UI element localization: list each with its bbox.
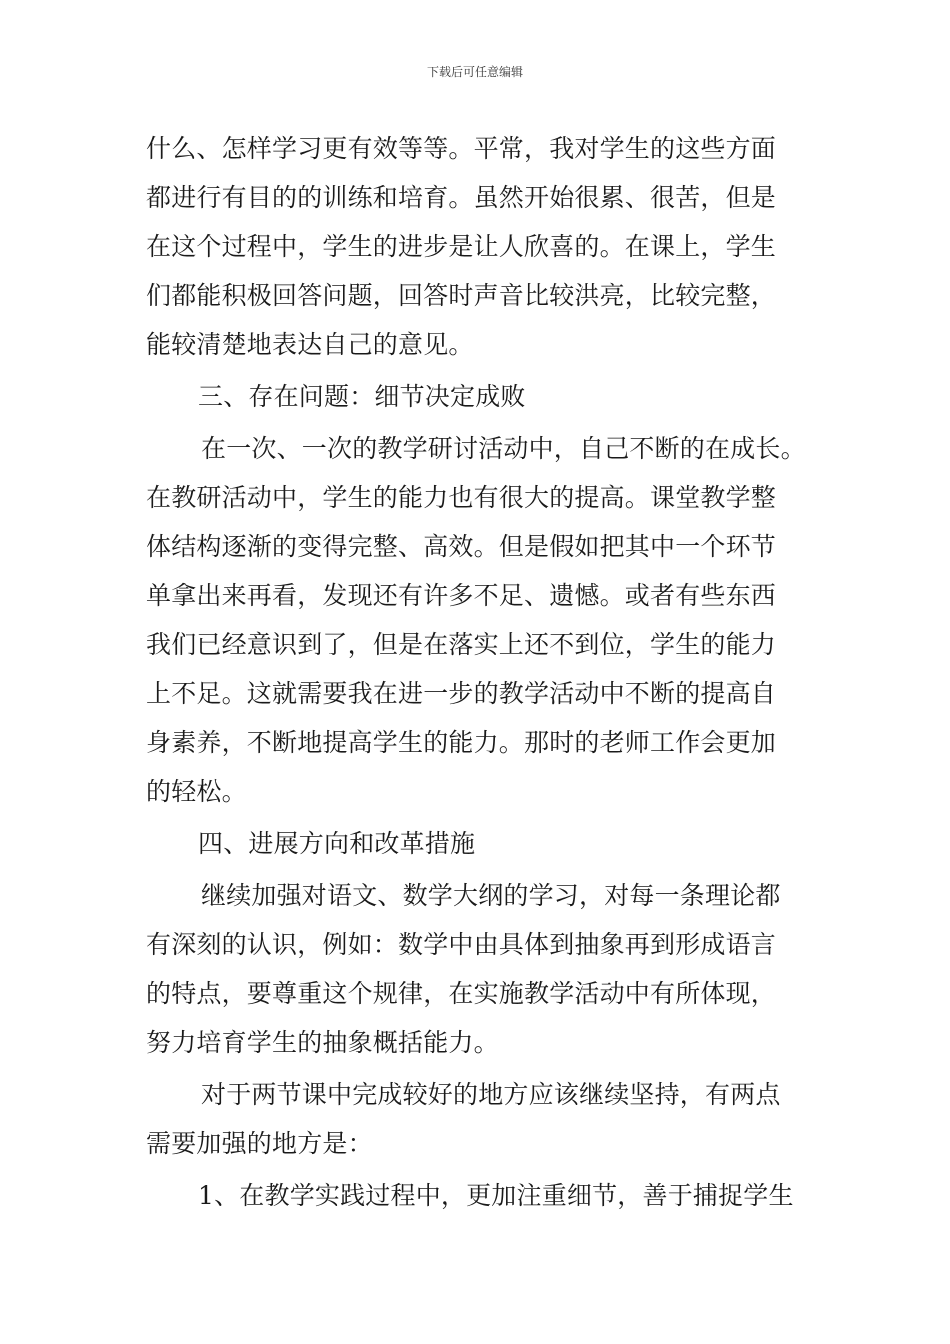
section-heading: 四、进展方向和改革措施 bbox=[198, 829, 476, 858]
section-heading: 三、存在问题：细节决定成败 bbox=[198, 382, 526, 411]
text-line: 们都能积极回答问题，回答时声音比较洪亮，比较完整， bbox=[146, 281, 777, 310]
text-line: 体结构逐渐的变得完整、高效。但是假如把其中一个环节 bbox=[146, 532, 777, 561]
text-line: 我们已经意识到了，但是在落实上还不到位，学生的能力 bbox=[146, 630, 777, 659]
text-line: 继续加强对语文、数学大纲的学习，对每一条理论都 bbox=[201, 881, 781, 910]
text-line: 努力培育学生的抽象概括能力。 bbox=[146, 1028, 499, 1057]
text-line: 什么、怎样学习更有效等等。平常，我对学生的这些方面 bbox=[146, 134, 777, 163]
body-text bbox=[146, 124, 826, 1220]
text-line: 的特点，要尊重这个规律，在实施教学活动中有所体现， bbox=[146, 979, 777, 1008]
text-line: 单拿出来再看，发现还有许多不足、遗憾。或者有些东西 bbox=[146, 581, 777, 610]
text-line: 身素养，不断地提高学生的能力。那时的老师工作会更加 bbox=[146, 728, 777, 757]
text-line: 的轻松。 bbox=[146, 777, 247, 806]
text-line: 在一次、一次的教学研讨活动中，自己不断的在成长。 bbox=[201, 434, 806, 463]
text-line: 能较清楚地表达自己的意见。 bbox=[146, 330, 474, 359]
text-line: 有深刻的认识，例如：数学中由具体到抽象再到形成语言 bbox=[146, 930, 777, 959]
page-header: 下载后可任意编辑 bbox=[426, 65, 523, 79]
text-line: 需要加强的地方是： bbox=[146, 1129, 373, 1158]
text-line: 在这个过程中，学生的进步是让人欣喜的。在课上，学生 bbox=[146, 232, 777, 261]
text-line: 在教研活动中，学生的能力也有很大的提高。课堂教学整 bbox=[146, 483, 777, 512]
list-item: 1、在教学实践过程中，更加注重细节，善于捕捉学生 bbox=[198, 1181, 794, 1210]
text-line: 上不足。这就需要我在进一步的教学活动中不断的提高自 bbox=[146, 679, 777, 708]
text-line: 都进行有目的的训练和培育。虽然开始很累、很苦，但是 bbox=[146, 183, 777, 212]
text-line: 对于两节课中完成较好的地方应该继续坚持，有两点 bbox=[201, 1080, 781, 1109]
